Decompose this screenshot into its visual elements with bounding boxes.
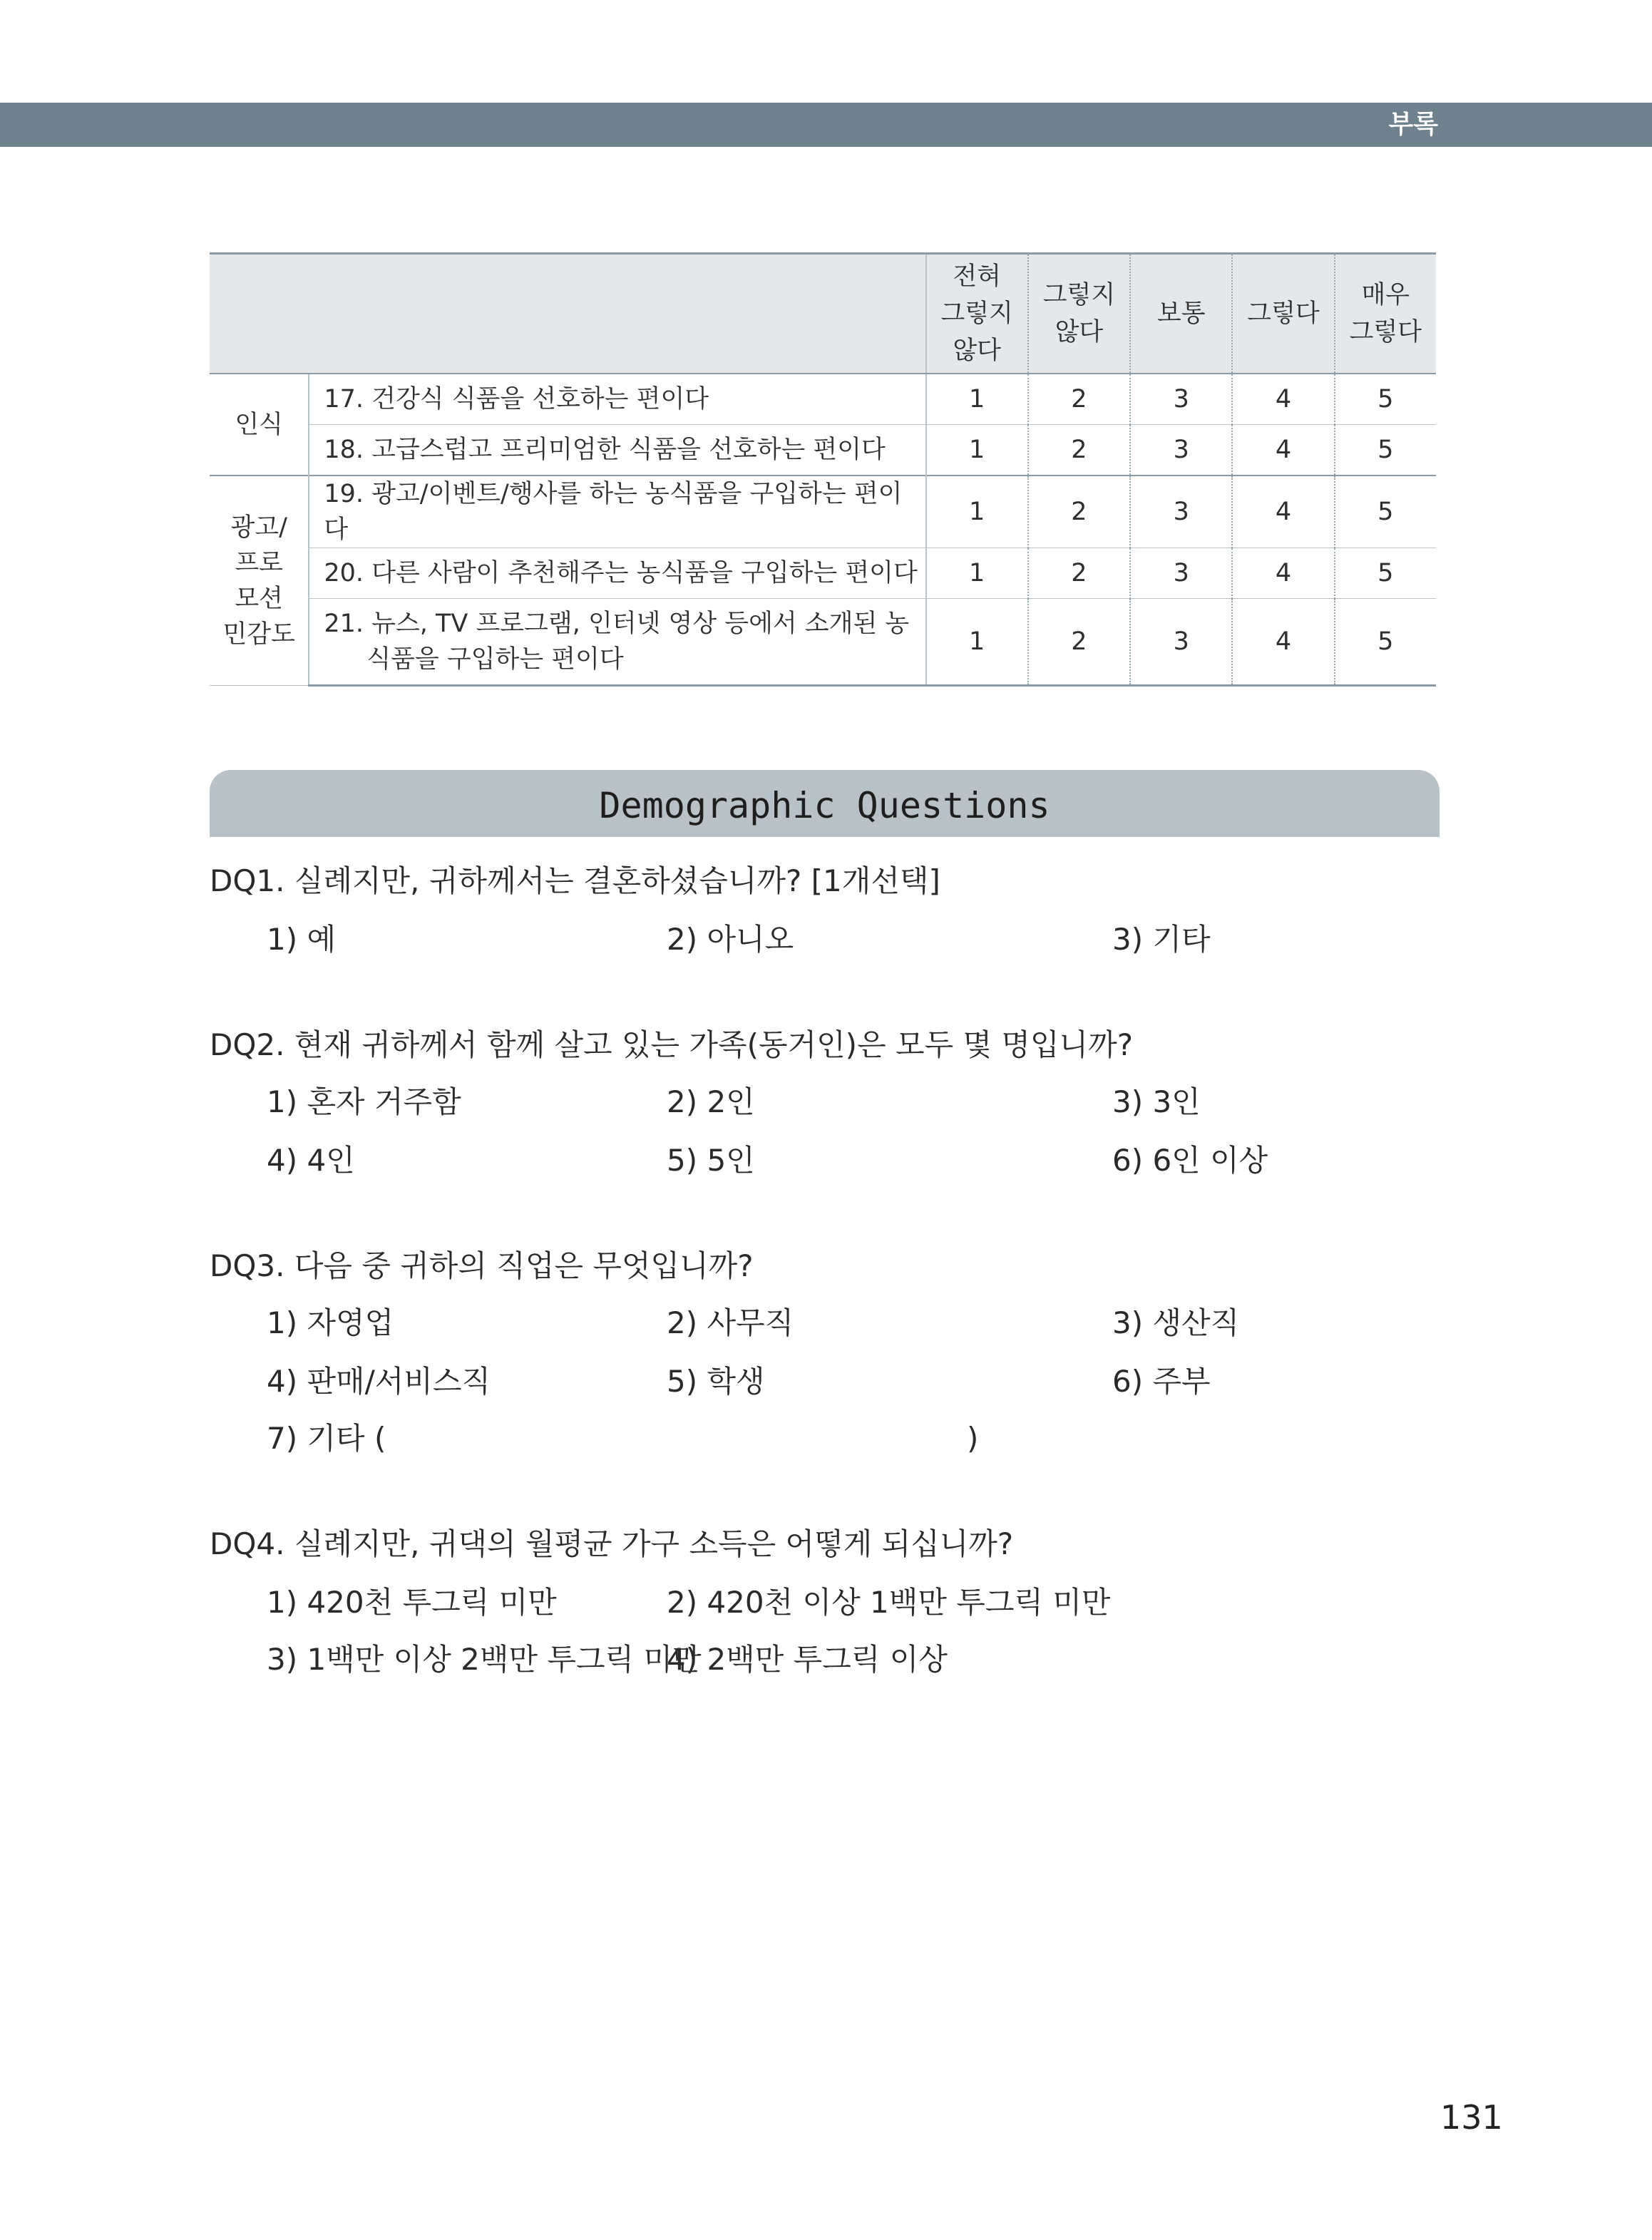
header-strongly-agree: 매우 그렇다 bbox=[1335, 254, 1436, 374]
score-cell: 5 bbox=[1335, 374, 1436, 425]
table-row bbox=[210, 425, 1436, 476]
score-cell: 4 bbox=[1232, 425, 1334, 476]
option-dq3-5: 5) 학생 bbox=[667, 1364, 765, 1399]
header-strongly-disagree: 전혀 그렇지 않다 bbox=[926, 254, 1028, 374]
option-dq1-1: 1) 예 bbox=[267, 922, 337, 957]
option-dq4-4: 4) 2백만 투그릭 이상 bbox=[667, 1642, 948, 1677]
option-dq3-4: 4) 판매/서비스직 bbox=[267, 1364, 491, 1399]
likert-scale-table bbox=[210, 252, 1436, 687]
table-header-row bbox=[210, 254, 1436, 374]
option-dq1-3: 3) 기타 bbox=[1112, 922, 1211, 957]
score-cell: 3 bbox=[1130, 425, 1232, 476]
section-title: Demographic Questions bbox=[599, 785, 1050, 826]
category-cell: 광고/ 프로 모션 민감도 bbox=[210, 476, 309, 686]
page-number: 131 bbox=[1440, 2098, 1503, 2137]
table-row bbox=[210, 476, 1436, 548]
appendix-label: 부록 bbox=[1388, 110, 1438, 139]
table-header-blank bbox=[210, 254, 926, 374]
option-dq3-7-close: ) bbox=[967, 1421, 979, 1456]
category-cell: 인식 bbox=[210, 374, 309, 476]
header-disagree: 그렇지 않다 bbox=[1028, 254, 1130, 374]
score-cell: 4 bbox=[1232, 476, 1334, 548]
question-dq1: DQ1. 실례지만, 귀하께서는 결혼하셨습니까? [1개선택] bbox=[210, 863, 940, 898]
option-dq3-1: 1) 자영업 bbox=[267, 1305, 394, 1340]
header-agree: 그렇다 bbox=[1232, 254, 1334, 374]
item-text: 19. 광고/이벤트/행사를 하는 농식품을 구입하는 편이다 bbox=[309, 476, 925, 548]
option-dq3-2: 2) 사무직 bbox=[667, 1305, 794, 1340]
score-cell: 5 bbox=[1335, 599, 1436, 686]
option-dq3-7: 7) 기타 ( bbox=[267, 1421, 386, 1456]
option-dq4-2: 2) 420천 이상 1백만 투그릭 미만 bbox=[667, 1585, 1111, 1620]
score-cell: 1 bbox=[926, 476, 1028, 548]
option-dq4-1: 1) 420천 투그릭 미만 bbox=[267, 1585, 557, 1620]
score-cell: 2 bbox=[1028, 374, 1130, 425]
table-row bbox=[210, 599, 1436, 686]
item-text: 21. 뉴스, TV 프로그램, 인터넷 영상 등에서 소개된 농식품을 구입하는 편이다 bbox=[309, 599, 925, 686]
score-cell: 3 bbox=[1130, 599, 1232, 686]
score-cell: 2 bbox=[1028, 425, 1130, 476]
question-dq2: DQ2. 현재 귀하께서 함께 살고 있는 가족(동거인)은 모두 몇 명입니까? bbox=[210, 1027, 1133, 1062]
option-dq2-2: 2) 2인 bbox=[667, 1084, 755, 1119]
score-cell: 5 bbox=[1335, 548, 1436, 599]
score-cell: 4 bbox=[1232, 374, 1334, 425]
header-neutral: 보통 bbox=[1130, 254, 1232, 374]
score-cell: 2 bbox=[1028, 548, 1130, 599]
option-dq2-1: 1) 혼자 거주함 bbox=[267, 1084, 461, 1119]
score-cell: 4 bbox=[1232, 599, 1334, 686]
score-cell: 1 bbox=[926, 548, 1028, 599]
score-cell: 1 bbox=[926, 374, 1028, 425]
option-dq2-6: 6) 6인 이상 bbox=[1112, 1143, 1268, 1178]
score-cell: 1 bbox=[926, 425, 1028, 476]
score-cell: 5 bbox=[1335, 476, 1436, 548]
score-cell: 1 bbox=[926, 599, 1028, 686]
table-row bbox=[210, 374, 1436, 425]
appendix-header-bar bbox=[0, 103, 1652, 147]
table-row bbox=[210, 548, 1436, 599]
option-dq2-4: 4) 4인 bbox=[267, 1143, 355, 1178]
score-cell: 4 bbox=[1232, 548, 1334, 599]
item-text: 17. 건강식 식품을 선호하는 편이다 bbox=[309, 374, 925, 425]
question-dq3: DQ3. 다음 중 귀하의 직업은 무엇입니까? bbox=[210, 1248, 754, 1283]
option-dq2-3: 3) 3인 bbox=[1112, 1084, 1201, 1119]
score-cell: 2 bbox=[1028, 476, 1130, 548]
score-cell: 5 bbox=[1335, 425, 1436, 476]
option-dq3-3: 3) 생산직 bbox=[1112, 1305, 1240, 1340]
option-dq4-3: 3) 1백만 이상 2백만 투그릭 미만 bbox=[267, 1642, 702, 1677]
score-cell: 3 bbox=[1130, 374, 1232, 425]
option-dq3-6: 6) 주부 bbox=[1112, 1364, 1211, 1399]
score-cell: 2 bbox=[1028, 599, 1130, 686]
item-text: 20. 다른 사람이 추천해주는 농식품을 구입하는 편이다 bbox=[309, 548, 925, 599]
option-dq2-5: 5) 5인 bbox=[667, 1143, 755, 1178]
option-dq1-2: 2) 아니오 bbox=[667, 922, 794, 957]
section-banner bbox=[210, 770, 1440, 837]
score-cell: 3 bbox=[1130, 476, 1232, 548]
item-text: 18. 고급스럽고 프리미엄한 식품을 선호하는 편이다 bbox=[309, 425, 925, 476]
question-dq4: DQ4. 실례지만, 귀댁의 월평균 가구 소득은 어떻게 되십니까? bbox=[210, 1526, 1014, 1561]
score-cell: 3 bbox=[1130, 548, 1232, 599]
